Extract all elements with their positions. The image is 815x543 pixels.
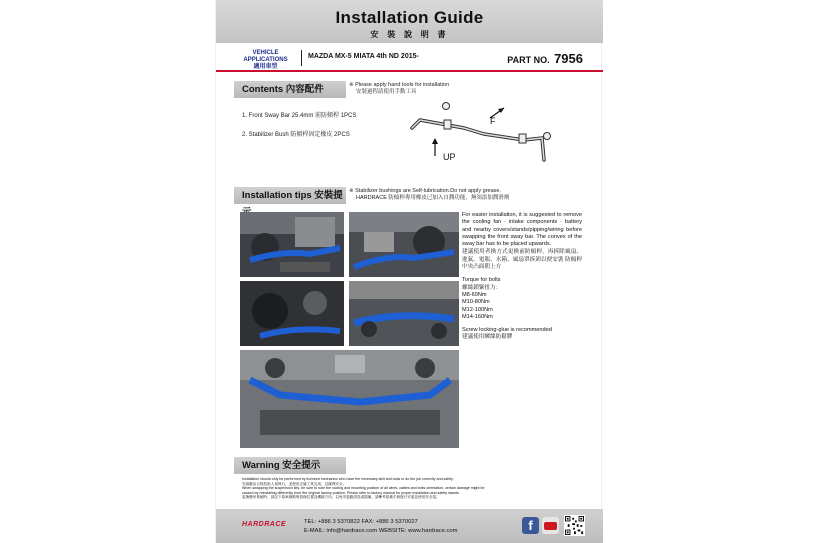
end-link-icon — [544, 133, 551, 140]
facebook-icon[interactable]: f — [522, 517, 539, 534]
torque-value: M14-160Nm — [462, 313, 493, 320]
email-website: E-MAIL: info@hardrace.com WEBSITE: www.hardrace.com — [304, 528, 458, 534]
sway-bar-diagram — [404, 98, 554, 170]
youtube-icon[interactable] — [542, 517, 559, 534]
bushing-icon — [519, 134, 526, 143]
installation-guide-sheet — [215, 0, 602, 543]
contents-heading: Contents 內容配件 — [234, 81, 346, 98]
hardrace-logo: HARDRACE — [242, 521, 287, 528]
end-link-icon — [443, 103, 450, 110]
warning-line: caused by reinstalling differently from the original factory position. Please refer to factory manual for proper installation and safety stands. — [242, 490, 460, 495]
qr-code-icon[interactable] — [564, 515, 585, 536]
guide-footer — [216, 509, 603, 543]
locking-glue-zh: 建議使用螺絲防鬆膠 — [462, 334, 513, 341]
contents-note — [349, 82, 449, 95]
warning-line: Installation should only be performed by licensed mechanics who have the necessary skill and tools to do the job correctly and safely. — [242, 477, 454, 481]
tips-paragraph-zh: 建議使用者換方式更換前防傾桿，再拆除風扇、進氣、電瓶、水箱、風扇罩拆卸以便安裝 防傾桿中央凸面朝上方 — [462, 249, 582, 271]
tel-fax: TEL: +886 3 5370822 FAX: +886 3 5370027 — [304, 519, 418, 525]
part-number — [507, 50, 583, 68]
torque-heading-zh: 螺絲鎖緊扭力： — [462, 284, 502, 291]
torque-value: M12-100Nm — [462, 306, 493, 313]
vehicle-row — [216, 48, 603, 68]
warning-text — [242, 477, 587, 500]
vehicle-label-en: VEHICLE APPLICATIONS — [243, 50, 288, 63]
warning-heading: Warning 安全提示 — [234, 457, 346, 474]
page-subtitle: 安 裝 說 明 書 — [370, 30, 449, 39]
contents-note-en: ※ Please apply hand tools for installation — [349, 82, 450, 88]
header-divider — [216, 70, 603, 72]
forward-label: F — [490, 116, 496, 126]
part-number-value: 7956 — [554, 51, 583, 66]
tips-note-en: ※ Stabilizer bushings are Self-lubrication.Do not apply grease. — [349, 188, 501, 194]
content-item: 1. Front Sway Bar 25.4mm 前防傾桿 1PCS — [242, 113, 357, 119]
vehicle-label-zh: 適用車型 — [253, 64, 278, 70]
warning-line: 安裝應由合格技術人員執行，並使用正確工具完成，以確保安全。 — [242, 481, 347, 486]
install-photo-4 — [349, 281, 459, 346]
install-photo-2 — [349, 212, 459, 277]
install-photo-1 — [240, 212, 344, 277]
torque-value: M10-80Nm — [462, 299, 490, 306]
warning-line: When swapping the suspension kits, be sure to note the routing and mounting position of all wires, cables and bolts orientation, certain damage might be — [242, 486, 485, 491]
locking-glue-en: Screw locking-glue is recommended — [462, 327, 552, 334]
tips-note-zh: HARDRACE 防傾桿專用橡皮已加入自潤功能，無須添加潤滑劑 — [356, 194, 510, 201]
tips-paragraph-en: For easier installation, it is suggested to remove the cooling fan · intake components · battery and nearby covers/stands/pipping/wiring before swapping the front sway bar. The convex of the sway bar has to be placed upwards. — [462, 212, 582, 248]
contact-info — [304, 518, 457, 536]
contents-note-zh: 安裝過程請使用手動工具 — [356, 88, 417, 95]
warning-line: 更換懸吊系統時，請記下原車線路與管線位置及螺絲方向，以免安裝錯誤造成損壞，請參考原廠手冊進行安裝並使用安全架。 — [242, 495, 440, 500]
vehicle-applications-label — [230, 50, 302, 70]
vehicle-model: MAZDA MX-5 MIATA 4th ND 2015- — [308, 53, 419, 60]
content-item: 2. Stabilizer Bush 防傾桿固定橡皮 2PCS — [242, 132, 350, 138]
page-title: Installation Guide — [335, 8, 484, 27]
tips-note — [349, 188, 509, 201]
torque-heading-en: Torque for bolts — [462, 277, 501, 284]
part-number-label: PART NO. — [507, 55, 550, 65]
install-photo-3 — [240, 281, 344, 346]
installation-tips-text — [462, 212, 582, 342]
up-label: UP — [443, 152, 456, 162]
bushing-icon — [444, 120, 451, 129]
torque-value: M8-60Nm — [462, 291, 487, 298]
installation-tips-heading: Installation tips 安裝提 — [234, 187, 346, 204]
install-photo-5 — [240, 350, 459, 448]
guide-header — [216, 0, 603, 43]
